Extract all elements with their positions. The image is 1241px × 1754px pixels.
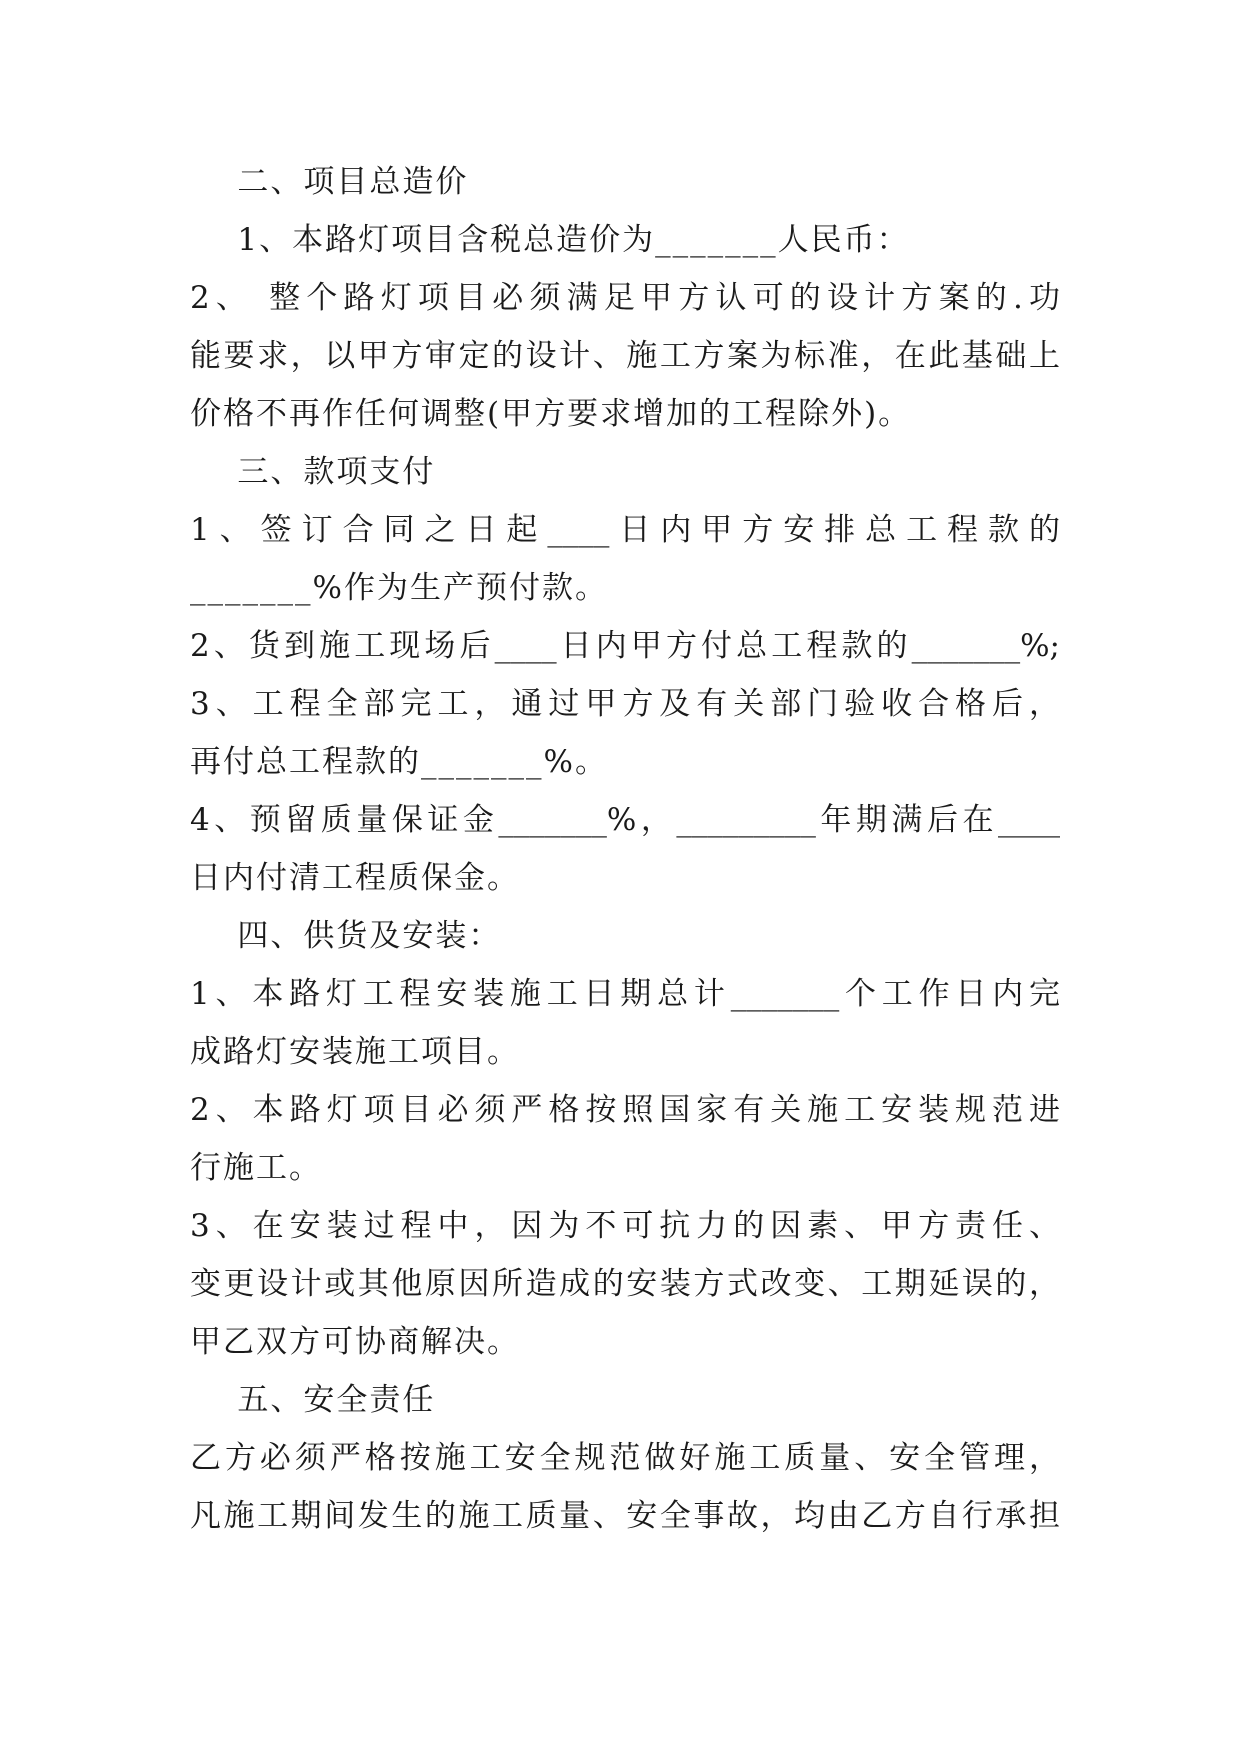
- paragraph-line: 1、本路灯工程安装施工日期总计_______个工作日内完: [190, 976, 1060, 1012]
- paragraph-line: 2、 整个路灯项目必须满足甲方认可的设计方案的.功: [190, 280, 1060, 316]
- paragraph-line: 行施工。: [190, 1150, 322, 1186]
- paragraph-line: 2、货到施工现场后____日内甲方付总工程款的_______%;: [190, 628, 1060, 664]
- section-heading-4: 四、供货及安装：: [190, 918, 502, 954]
- paragraph-line: _______%作为生产预付款。: [190, 570, 608, 606]
- paragraph-line: 能要求，以甲方审定的设计、施工方案为标准，在此基础上: [190, 338, 1060, 374]
- paragraph-line: 变更设计或其他原因所造成的安装方式改变、工期延误的，: [190, 1266, 1060, 1302]
- paragraph-line: 1、签订合同之日起____日内甲方安排总工程款的: [190, 512, 1060, 548]
- paragraph-line: 1、本路灯项目含税总造价为_______人民币：: [190, 222, 910, 258]
- section-heading-2: 二、项目总造价: [190, 164, 469, 200]
- paragraph-line: 3、在安装过程中，因为不可抗力的因素、甲方责任、: [190, 1208, 1060, 1244]
- paragraph-line: 2、本路灯项目必须严格按照国家有关施工安装规范进: [190, 1092, 1060, 1128]
- paragraph-line: 甲乙双方可协商解决。: [190, 1324, 520, 1360]
- paragraph-line: 再付总工程款的_______%。: [190, 744, 608, 780]
- paragraph-line: 凡施工期间发生的施工质量、安全事故，均由乙方自行承担: [190, 1498, 1060, 1534]
- paragraph-line: 价格不再作任何调整(甲方要求增加的工程除外)。: [190, 396, 912, 432]
- paragraph-line: 日内付清工程质保金。: [190, 860, 520, 896]
- paragraph-line: 乙方必须严格按施工安全规范做好施工质量、安全管理，: [190, 1440, 1060, 1476]
- paragraph-line: 3、工程全部完工，通过甲方及有关部门验收合格后，: [190, 686, 1060, 722]
- paragraph-line: 成路灯安装施工项目。: [190, 1034, 520, 1070]
- paragraph-line: 4、预留质量保证金_______%，_________年期满后在____: [190, 802, 1060, 838]
- section-heading-5: 五、安全责任: [190, 1382, 436, 1418]
- section-heading-3: 三、款项支付: [190, 454, 436, 490]
